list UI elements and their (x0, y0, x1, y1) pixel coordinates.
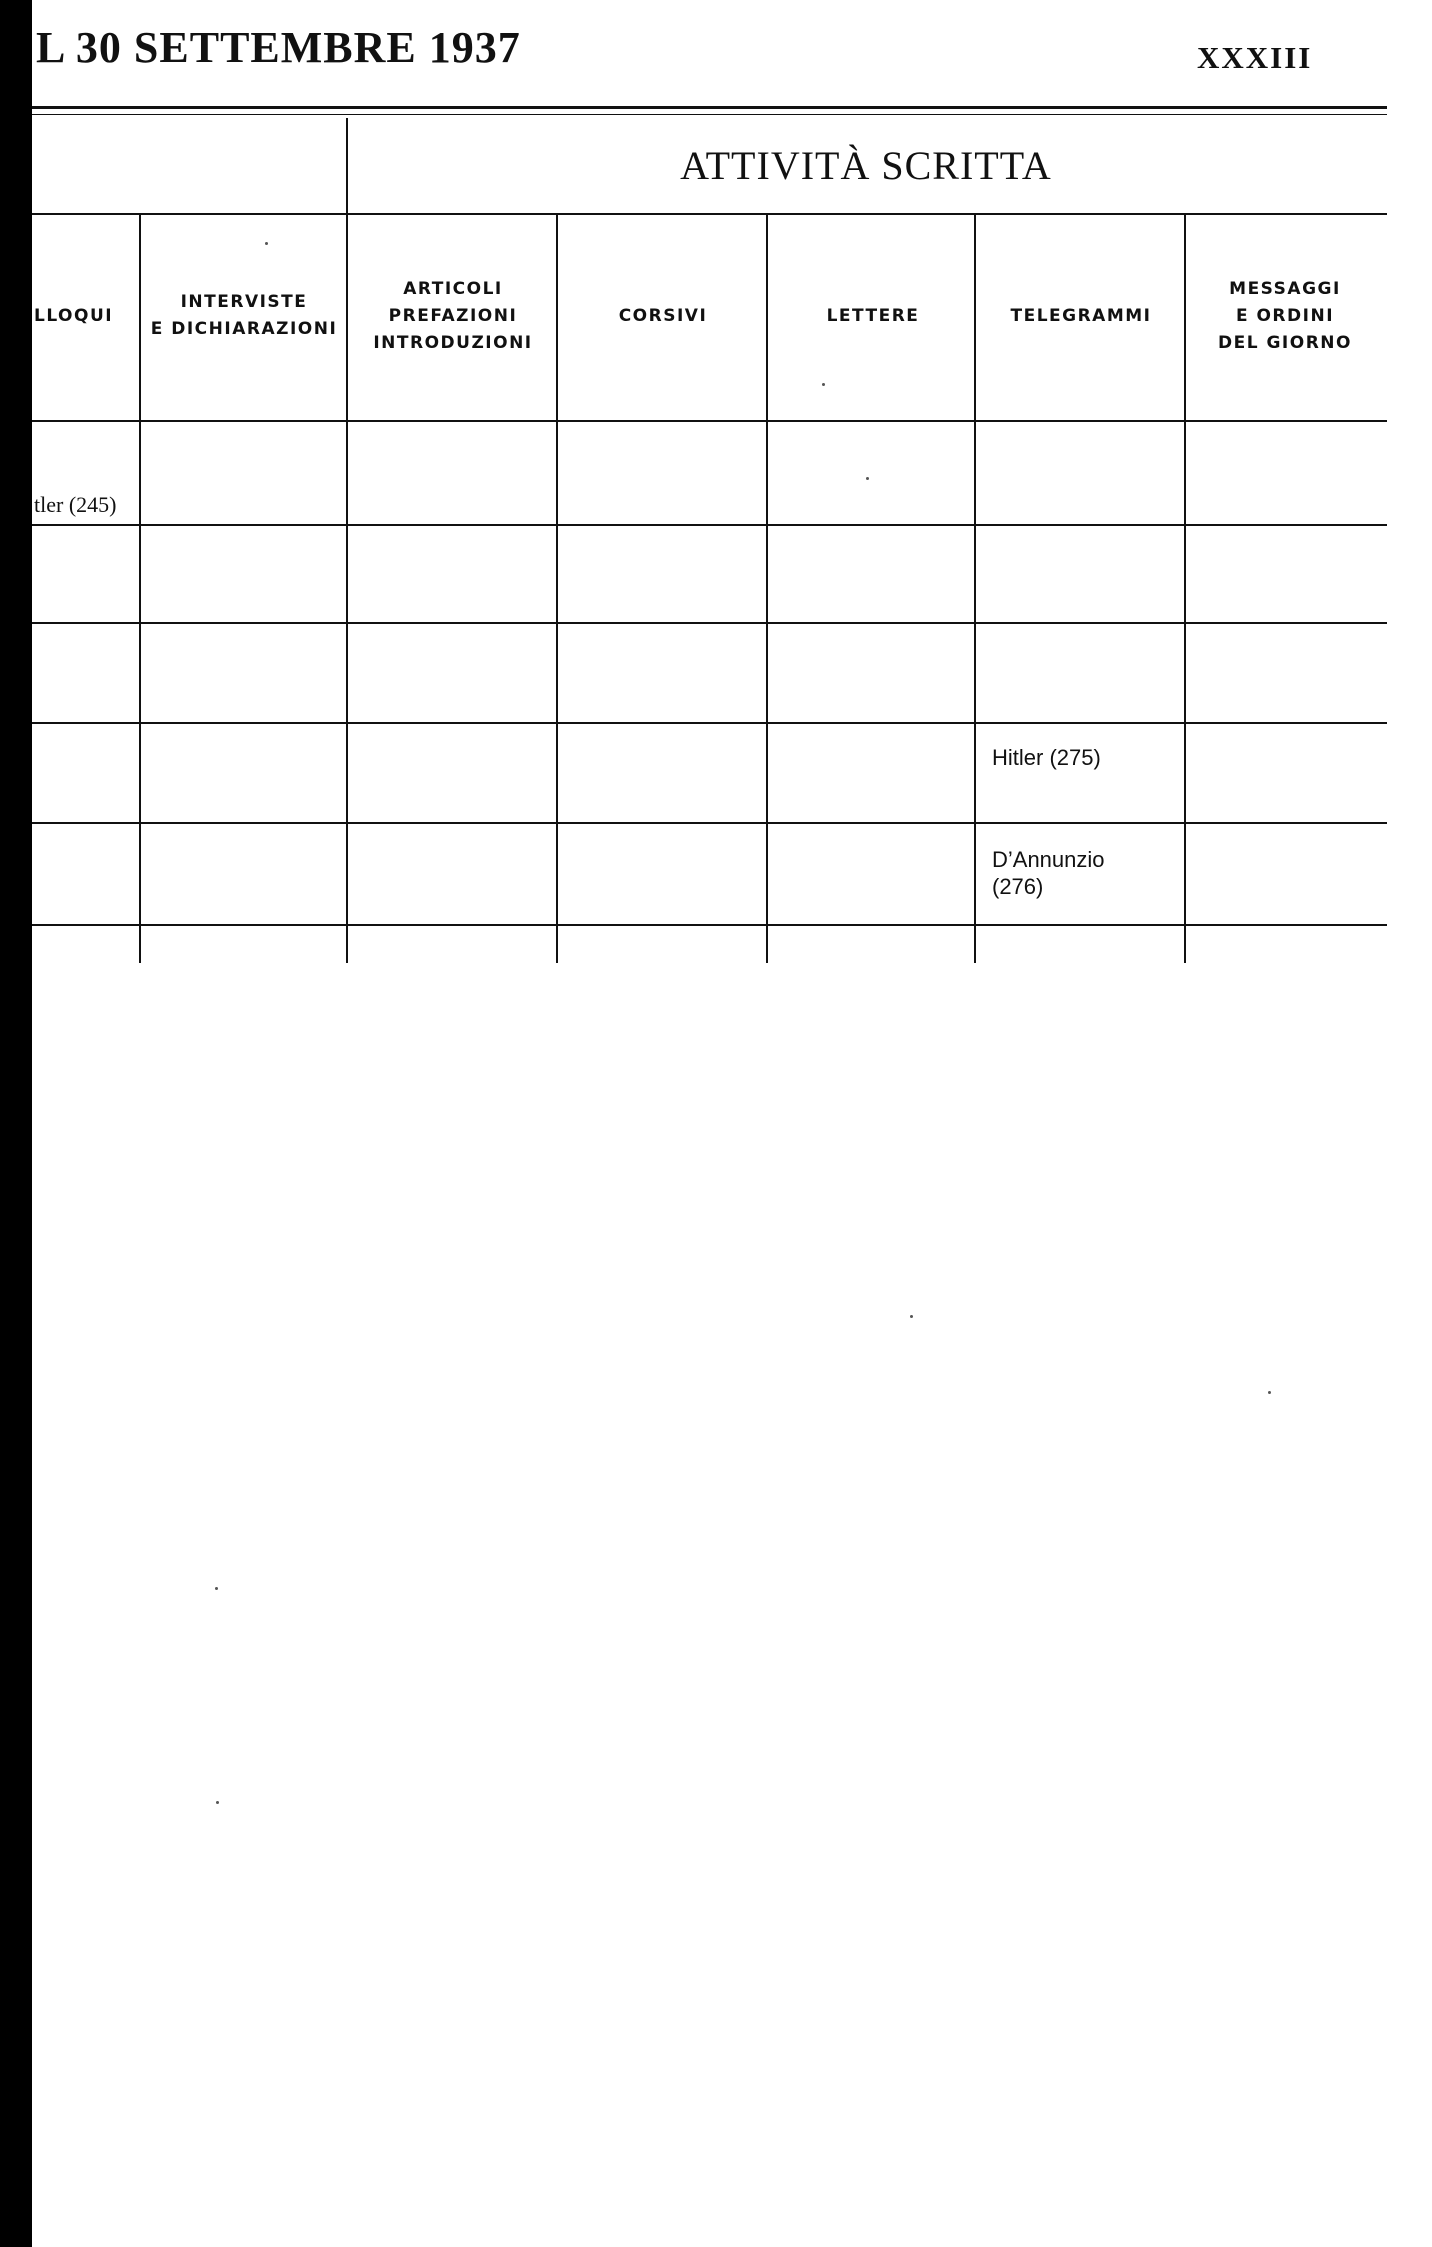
scan-speck (1268, 1391, 1271, 1394)
col-header-interviste: INTERVISTE E DICHIARAZIONI (150, 292, 338, 339)
top-rule-thin (32, 114, 1387, 115)
column-line (346, 118, 348, 963)
scan-speck (822, 383, 825, 386)
page-number: XXXIII (1197, 40, 1313, 75)
scan-speck (910, 1315, 913, 1318)
col-header-lettere: LETTERE (826, 305, 920, 326)
column-line (139, 215, 141, 963)
col-header-telegrammi: TELEGRAMMI (1010, 305, 1152, 326)
col-header-colloqui: LLOQUI (34, 305, 114, 326)
top-rule (32, 106, 1387, 109)
column-line (1184, 215, 1186, 963)
column-line (766, 215, 768, 963)
col-header-corsivi: CORSIVI (618, 305, 708, 326)
page-header-date: L 30 SETTEMBRE 1937 (36, 23, 521, 72)
cell-colloqui-row1: tler (245) (34, 492, 117, 517)
cell-telegrammi-row5: D’Annunzio (276) (992, 847, 1105, 899)
scan-speck (216, 1801, 219, 1804)
scan-speck (215, 1587, 218, 1590)
scan-speck (265, 242, 268, 245)
binding-edge (0, 0, 32, 2247)
col-header-messaggi: MESSAGGI E ORDINI DEL GIORNO (1218, 278, 1352, 353)
cell-telegrammi-row4: Hitler (275) (992, 745, 1101, 770)
column-line (556, 215, 558, 963)
section-title: ATTIVITÀ SCRITTA (680, 143, 1052, 188)
column-line (974, 215, 976, 963)
scan-speck (866, 477, 869, 480)
col-header-articoli: ARTICOLI PREFAZIONI INTRODUZIONI (373, 278, 533, 353)
